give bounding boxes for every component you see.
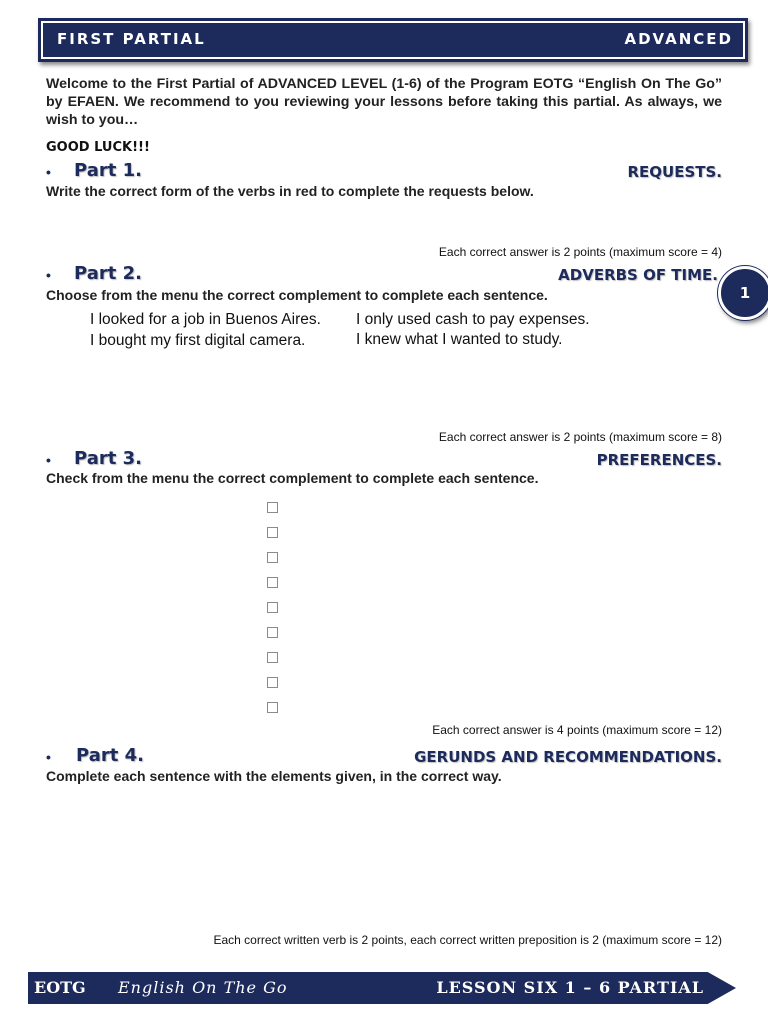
part-1-instruction: Write the correct form of the verbs in red to complete the requests below. <box>46 183 534 199</box>
part-2-title: Part 2. <box>74 263 142 284</box>
header-level: ADVANCED <box>624 30 733 48</box>
part-2-instruction: Choose from the menu the correct complement to complete each sentence. <box>46 287 548 303</box>
part-2-score: Each correct answer is 2 points (maximum score = 8) <box>438 430 722 444</box>
bullet-icon: • <box>46 267 51 283</box>
part-4-instruction: Complete each sentence with the elements given, in the correct way. <box>46 768 502 784</box>
part-3-topic: PREFERENCES. <box>596 451 722 469</box>
part-1-score: Each correct answer is 2 points (maximum score = 4) <box>438 245 722 259</box>
part-3-score: Each correct answer is 4 points (maximum score = 12) <box>432 723 722 737</box>
footer-tagline: English On The Go <box>118 978 288 997</box>
page-number-badge: 1 <box>718 266 768 320</box>
preference-checkbox[interactable] <box>267 527 278 538</box>
part-1-title: Part 1. <box>74 160 142 181</box>
part-4-topic: GERUNDS AND RECOMMENDATIONS. <box>414 748 722 766</box>
preference-checkbox[interactable] <box>267 577 278 588</box>
adverb-option[interactable]: I only used cash to pay expenses. <box>356 311 590 328</box>
part-4-score: Each correct written verb is 2 points, each correct written preposition is 2 (maximum score = 12) <box>213 933 722 947</box>
preference-checkbox[interactable] <box>267 652 278 663</box>
part-3-heading <box>46 450 722 472</box>
part-4-title: Part 4. <box>76 745 144 766</box>
preference-checkbox[interactable] <box>267 627 278 638</box>
footer-lesson: LESSON SIX 1 – 6 PARTIAL <box>436 978 704 997</box>
part-2-heading <box>46 265 722 287</box>
part-4-heading <box>46 747 722 769</box>
part-2-topic: ADVERBS OF TIME. <box>558 266 718 284</box>
adverb-option[interactable]: I looked for a job in Buenos Aires. <box>90 311 321 328</box>
good-luck-text: GOOD LUCK!!! <box>46 140 150 155</box>
bullet-icon: • <box>46 452 51 468</box>
preference-checkbox[interactable] <box>267 602 278 613</box>
part-3-title: Part 3. <box>74 448 142 469</box>
part-1-heading <box>46 162 722 184</box>
bullet-icon: • <box>46 164 51 180</box>
footer-banner <box>28 972 736 1004</box>
preference-checkbox[interactable] <box>267 677 278 688</box>
preference-checkbox[interactable] <box>267 502 278 513</box>
header-banner <box>38 18 748 62</box>
preference-checkbox[interactable] <box>267 552 278 563</box>
bullet-icon: • <box>46 749 51 765</box>
footer-brand: EOTG <box>34 978 86 997</box>
part-1-topic: REQUESTS. <box>627 163 722 181</box>
intro-paragraph: Welcome to the First Partial of ADVANCED LEVEL (1-6) of the Program EOTG “English On The Go” by EFAEN. We recommend to you reviewing your lessons before taking this partial. As always, we wish to you… <box>46 76 722 128</box>
header-title: FIRST PARTIAL <box>57 30 206 48</box>
part-3-instruction: Check from the menu the correct complement to complete each sentence. <box>46 470 539 486</box>
preference-checkbox[interactable] <box>267 702 278 713</box>
adverb-option[interactable]: I knew what I wanted to study. <box>356 331 563 348</box>
adverb-option[interactable]: I bought my first digital camera. <box>90 332 306 349</box>
